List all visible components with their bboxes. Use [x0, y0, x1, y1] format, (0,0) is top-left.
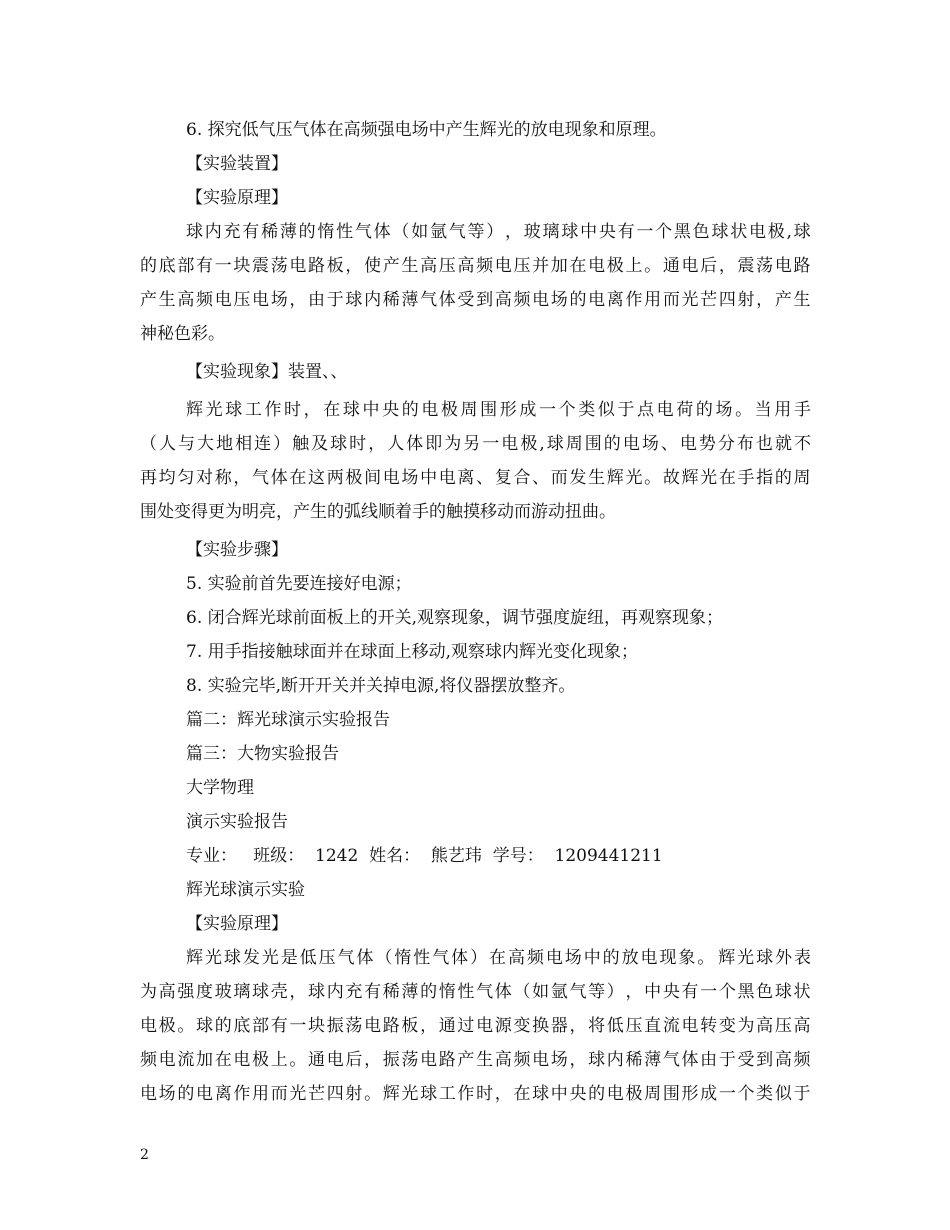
- section-heading: 【实验装置】: [186, 154, 288, 174]
- paragraph-line: 为 高 强 度 玻 璃 球 壳 ， 球 内 充 有 稀 薄 的 惰 性 气 体 （ 如 氩 气 等 ） ， 中 央 有 一 个 黑 色 球 状: [140, 982, 811, 1002]
- paragraph-line: 球 内 充 有 稀 薄 的 惰 性 气 体 （ 如 氩 气 等 ） ， 玻 璃 球 中 央 有 一 个 黑 色 球 状 电 极 , 球: [186, 222, 811, 242]
- paragraph-line: （ 人 与 大 地 相 连 ） 触 及 球 时 ， 人 体 即 为 另 一 电 极 , 球 周 围 的 电 场 、 电 势 分 布 也 就 不: [140, 434, 811, 454]
- text-line: 大学物理: [186, 778, 254, 798]
- paragraph-line: 频 电 流 加 在 电 极 上 。 通 电 后 ， 振 荡 电 路 产 生 高 频 电 场 ， 球 内 稀 薄 气 体 由 于 受 到 高 频: [140, 1050, 811, 1070]
- list-item: 7. 用手指接触球面并在球面上移动,观察球内辉光变化现象；: [186, 642, 639, 662]
- section-heading: 【实验现象】装置、、: [186, 362, 348, 382]
- list-item: 6. 闭合辉光球前面板上的开关,观察现象，调节强度旋纽，再观察现象；: [186, 608, 724, 628]
- section-heading: 【实验原理】: [186, 914, 288, 934]
- page-number: 2: [140, 1147, 149, 1163]
- list-item: 8. 实验完毕,断开开关并关掉电源,将仪器摆放整齐。: [186, 676, 576, 696]
- paragraph-line: 辉 光 球 工 作 时 ， 在 球 中 央 的 电 极 周 围 形 成 一 个 类 似 于 点 电 荷 的 场 。 当 用 手: [186, 400, 811, 420]
- paragraph-line: 电 场 的 电 离 作 用 而 光 芒 四 射 。 辉 光 球 工 作 时 ， 在 球 中 央 的 电 极 周 围 形 成 一 个 类 似 于: [140, 1084, 811, 1104]
- section-heading: 【实验步骤】: [186, 540, 288, 560]
- chapter-title: 篇三：大物实验报告: [186, 744, 339, 764]
- paragraph-line: 再 均 匀 对 称 ， 气 体 在 这 两 极 间 电 场 中 电 离 、 复 合 、 而 发 生 辉 光 。 故 辉 光 在 手 指 的 周: [140, 468, 811, 488]
- chapter-title: 篇二：辉光球演示实验报告: [186, 710, 390, 730]
- text-line: 6. 探究低气压气体在高频强电场中产生辉光的放电现象和原理。: [186, 120, 667, 140]
- text-line: 辉光球演示实验: [186, 880, 305, 900]
- section-heading: 【实验原理】: [186, 188, 288, 208]
- paragraph-line: 电 极 。 球 的 底 部 有 一 块 振 荡 电 路 板 ， 通 过 电 源 变 换 器 ， 将 低 压 直 流 电 转 变 为 高 压 高: [140, 1016, 811, 1036]
- list-item: 5. 实验前首先要连接好电源；: [186, 574, 412, 594]
- paragraph-line: 的 底 部 有 一 块 震 荡 电 路 板 ， 使 产 生 高 压 高 频 电 压 并 加 在 电 极 上 。 通 电 后 ， 震 荡 电 路: [140, 256, 811, 276]
- paragraph-line: 产 生 高 频 电 压 电 场 ， 由 于 球 内 稀 薄 气 体 受 到 高 频 电 场 的 电 离 作 用 而 光 芒 四 射 ， 产 生: [140, 290, 811, 310]
- paragraph-line: 围处变得更为明亮，产生的弧线顺着手的触摸移动而游动扭曲。: [140, 502, 616, 522]
- student-info: 专业： 班级： 1242 姓名： 熊艺玮 学号： 1209441211: [186, 846, 663, 866]
- text-line: 演示实验报告: [186, 812, 288, 832]
- paragraph-line: 辉 光 球 发 光 是 低 压 气 体 （ 惰 性 气 体 ） 在 高 频 电 场 中 的 放 电 现 象 。 辉 光 球 外 表: [186, 948, 811, 968]
- paragraph-line: 神秘色彩。: [140, 324, 225, 344]
